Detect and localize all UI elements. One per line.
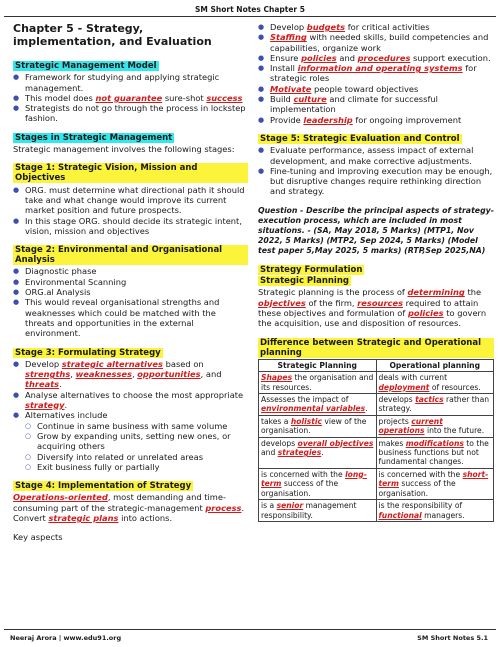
list-item: ● Motivate people toward objectives [258, 84, 494, 94]
list-item: ● In this stage ORG. should decide its strategic intent, vision, mission and objectives [13, 216, 248, 237]
stage4-text: Operations-oriented, most demanding and time-consuming part of the strategic-management process. Convert strategic plans into actions. [13, 492, 245, 523]
table-row: Shapes the organisation and its resources. deals with current deployment of resources. [259, 372, 494, 394]
list-item: ● Install information and operating systems for strategic roles [258, 63, 494, 84]
list-item: ● Staffing with needed skills, build competencies and capabilities, organize work [258, 32, 494, 53]
sublist-item: ○ Diversify into related or unrelated areas [25, 452, 248, 462]
sublist-item: ○ Continue in same business with same volume [25, 421, 248, 431]
list-item: ● Analyse alternatives to choose the most appropriate strategy. [13, 390, 248, 411]
footer-author: Neeraj Arora | www.edu91.org [10, 634, 122, 642]
exam-question: Question - Describe the principal aspects of strategy-execution process, which are included in most situations. - (SA, May 2018, 5 Marks) (MTP1, Nov 2022, 5 Marks) (MTP2, Sep 2024, 5 Marks) (Model test paper 5,May 2025, 5 marks) (RTP,Sep 2025,NA) [258, 205, 494, 255]
footer-page: SM Short Notes 5.1 [417, 634, 488, 642]
chapter-title: Chapter 5 - Strategy, implementation, and Evaluation [13, 22, 212, 48]
formulation-heading: Strategy Formulation [260, 264, 363, 275]
stage2-heading: Stage 2: Environmental and Organisational Analysis [13, 245, 248, 265]
sublist-item: ○ Grow by expanding units, setting new ones, or acquiring others [25, 431, 248, 452]
list-item: ● Evaluate performance, assess impact of external development, and make corrective adjustments. [258, 145, 494, 166]
list-item: ● Framework for studying and applying strategic management. [13, 72, 248, 93]
list-item: ● Provide leadership for ongoing improvement [258, 115, 494, 125]
stage5-list [258, 145, 494, 196]
list-item: ● ORG. must determine what directional path it should take and what change would improve its current market position and future prospects. [13, 185, 248, 216]
stage3-list [13, 359, 248, 472]
smm-list [13, 72, 248, 123]
page-header: SM Short Notes Chapter 5 [195, 5, 305, 14]
stage1-list [13, 185, 248, 236]
list-item: ● Fine-tuning and improving execution may be enough, but disruptive changes require rethinking direction and strategy. [258, 166, 494, 197]
list-item: ● Environmental Scanning [13, 277, 248, 287]
diff-heading: Difference between Strategic and Operational planning [258, 338, 494, 358]
list-item: ● Alternatives include ○ Continue in same business with same volume ○ Grow by expanding units, setting new ones, or acquiring others ○ Diversify into related or unrelated areas ○ Exit business fully or partially [13, 410, 248, 472]
table-header-row [259, 359, 494, 371]
table-row: is a senior management responsibility. is the responsibility of functional managers. [259, 500, 494, 522]
table-row: develops overall objectives and strategies. makes modifications to the business functions but not fundamental changes. [259, 437, 494, 468]
column-header: Strategic Planning [259, 359, 377, 371]
list-item: ● Strategists do not go through the process in lockstep fashion. [13, 103, 248, 124]
sublist-item: ○ Exit business fully or partially [25, 462, 248, 472]
table-row: takes a holistic view of the organisation. projects current operations into the future. [259, 415, 494, 437]
implementation-list [258, 22, 494, 125]
stages-text: Strategic management involves the following stages: [13, 144, 235, 155]
left-column [13, 22, 248, 543]
alternatives-sublist [25, 421, 248, 472]
smm-heading: Strategic Management Model [15, 61, 157, 71]
stage1-heading: Stage 1: Strategic Vision, Mission and Objectives [13, 163, 248, 183]
table-row: is concerned with the long-term success of the organisation. is concerned with the short-term success of the organisation. [259, 468, 494, 499]
header-divider [4, 16, 496, 17]
table-row: Assesses the impact of environmental variables. develops tactics rather than strategy. [259, 394, 494, 416]
comparison-table [258, 359, 494, 522]
list-item: ● Develop strategic alternatives based on strengths, weaknesses, opportunities, and threats. [13, 359, 248, 390]
list-item: ● ORG.al Analysis [13, 287, 248, 297]
stage2-list [13, 266, 248, 338]
planning-text: Strategic planning is the process of determining the objectives of the firm, resources required to attain these objectives and formulation of policies to govern the acquisition, use and disposition of resources. [258, 287, 487, 329]
list-item: ● Develop budgets for critical activities [258, 22, 494, 32]
list-item: ● Build culture and climate for successful implementation [258, 94, 494, 115]
stages-heading: Stages in Strategic Management [15, 132, 173, 143]
stage5-heading: Stage 5: Strategic Evaluation and Control [260, 133, 460, 144]
planning-heading: Strategic Planning [260, 276, 349, 287]
column-header: Operational planning [376, 359, 494, 371]
list-item: ● Diagnostic phase [13, 266, 248, 276]
footer-divider [4, 629, 496, 630]
list-item: ● This model does not guarantee sure-shot success [13, 93, 248, 103]
stage4-heading: Stage 4: Implementation of Strategy [15, 481, 192, 492]
right-column [258, 22, 494, 522]
list-item: ● This would reveal organisational strengths and weaknesses which could be matched with the threats and opportunities in the external environment. [13, 297, 248, 338]
key-aspects: Key aspects [13, 532, 63, 543]
stage3-heading: Stage 3: Formulating Strategy [15, 347, 161, 358]
list-item: ● Ensure policies and procedures support execution. [258, 53, 494, 63]
